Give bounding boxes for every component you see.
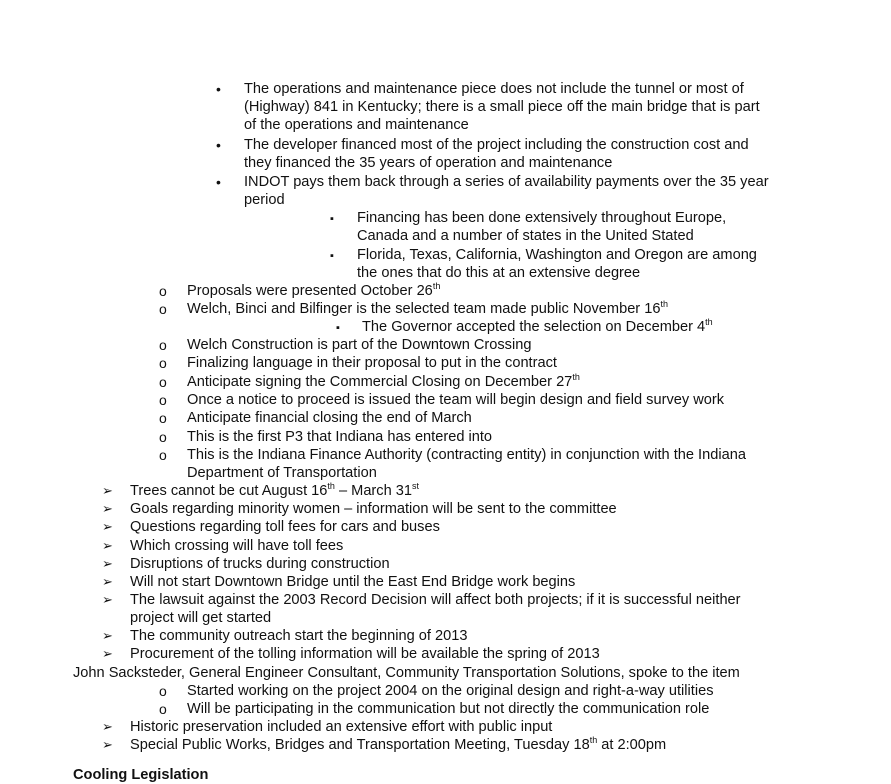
bullet-circle-icon: o [159,701,167,717]
list-item: Department of Transportation [187,465,377,481]
list-item: The Governor accepted the selection on December 4th [362,317,713,335]
list-item: Finalizing language in their proposal to put in the contract [187,355,557,371]
bullet-arrow-icon: ➢ [102,574,113,589]
list-item: Goals regarding minority women – information will be sent to the committee [130,501,617,517]
bullet-circle-icon: o [159,374,167,390]
list-item: Which crossing will have toll fees [130,538,344,554]
list-item: Welch Construction is part of the Downtown Crossing [187,337,532,353]
list-item: The developer financed most of the project including the construction cost and [244,137,749,153]
list-item: This is the first P3 that Indiana has entered into [187,429,493,445]
bullet-circle-icon: o [159,410,167,426]
bullet-arrow-icon: ➢ [102,592,113,607]
list-item: they financed the 35 years of operation and maintenance [244,155,613,171]
list-item: (Highway) 841 in Kentucky; there is a small piece off the main bridge that is part [244,99,760,115]
list-item: Anticipate financial closing the end of March [187,410,472,426]
list-item: INDOT pays them back through a series of availability payments over the 35 year [244,174,769,190]
list-item: This is the Indiana Finance Authority (contracting entity) in conjunction with the Indiana [187,447,746,463]
bullet-circle-icon: o [159,683,167,699]
list-item: project will get started [130,610,272,626]
bullet-arrow-icon: ➢ [102,646,113,661]
speaker-paragraph: John Sacksteder, General Engineer Consultant, Community Transportation Solutions, spoke to the item [73,665,740,681]
list-item: Questions regarding toll fees for cars and buses [130,519,440,535]
bullet-dot-icon: • [216,81,221,97]
list-item: Canada and a number of states in the United Stated [357,228,694,244]
list-item: of the operations and maintenance [244,117,469,133]
list-item: period [244,192,285,208]
list-item: The lawsuit against the 2003 Record Decision will affect both projects; if it is successful neither [130,592,741,608]
bullet-arrow-icon: ➢ [102,628,113,643]
bullet-arrow-icon: ➢ [102,483,113,498]
bullet-square-icon: ▪ [336,322,340,334]
section-heading-cut: Cooling Legislation [73,767,209,783]
bullet-square-icon: ▪ [330,250,334,262]
list-item: the ones that do this at an extensive degree [357,265,641,281]
list-item: Will be participating in the communication but not directly the communication role [187,701,710,717]
bullet-circle-icon: o [159,429,167,445]
bullet-circle-icon: o [159,392,167,408]
list-item: Proposals were presented October 26th [187,281,441,299]
bullet-arrow-icon: ➢ [102,556,113,571]
list-item: Will not start Downtown Bridge until the East End Bridge work begins [130,574,576,590]
bullet-square-icon: ▪ [330,213,334,225]
bullet-arrow-icon: ➢ [102,737,113,752]
bullet-arrow-icon: ➢ [102,719,113,734]
bullet-dot-icon: • [216,174,221,190]
list-item: Procurement of the tolling information will be available the spring of 2013 [130,646,600,662]
list-item: Anticipate signing the Commercial Closing on December 27th [187,372,580,390]
bullet-circle-icon: o [159,283,167,299]
list-item: Historic preservation included an extensive effort with public input [130,719,553,735]
bullet-dot-icon: • [216,137,221,153]
bullet-circle-icon: o [159,447,167,463]
list-item: Financing has been done extensively throughout Europe, [357,210,727,226]
bullet-arrow-icon: ➢ [102,501,113,516]
bullet-circle-icon: o [159,337,167,353]
list-item: The community outreach start the beginning of 2013 [130,628,468,644]
list-item: Once a notice to proceed is issued the team will begin design and field survey work [187,392,725,408]
list-item: Special Public Works, Bridges and Transportation Meeting, Tuesday 18th at 2:00pm [130,735,667,753]
list-item: Disruptions of trucks during construction [130,556,390,572]
list-item: The operations and maintenance piece does not include the tunnel or most of [244,81,744,97]
bullet-arrow-icon: ➢ [102,538,113,553]
list-item: Welch, Binci and Bilfinger is the selected team made public November 16th [187,299,668,317]
bullet-circle-icon: o [159,355,167,371]
list-item: Florida, Texas, California, Washington and Oregon are among [357,247,757,263]
list-item: Trees cannot be cut August 16th – March 31st [130,481,420,499]
bullet-circle-icon: o [159,301,167,317]
bullet-arrow-icon: ➢ [102,519,113,534]
list-item: Started working on the project 2004 on the original design and right-a-way utilities [187,683,714,699]
